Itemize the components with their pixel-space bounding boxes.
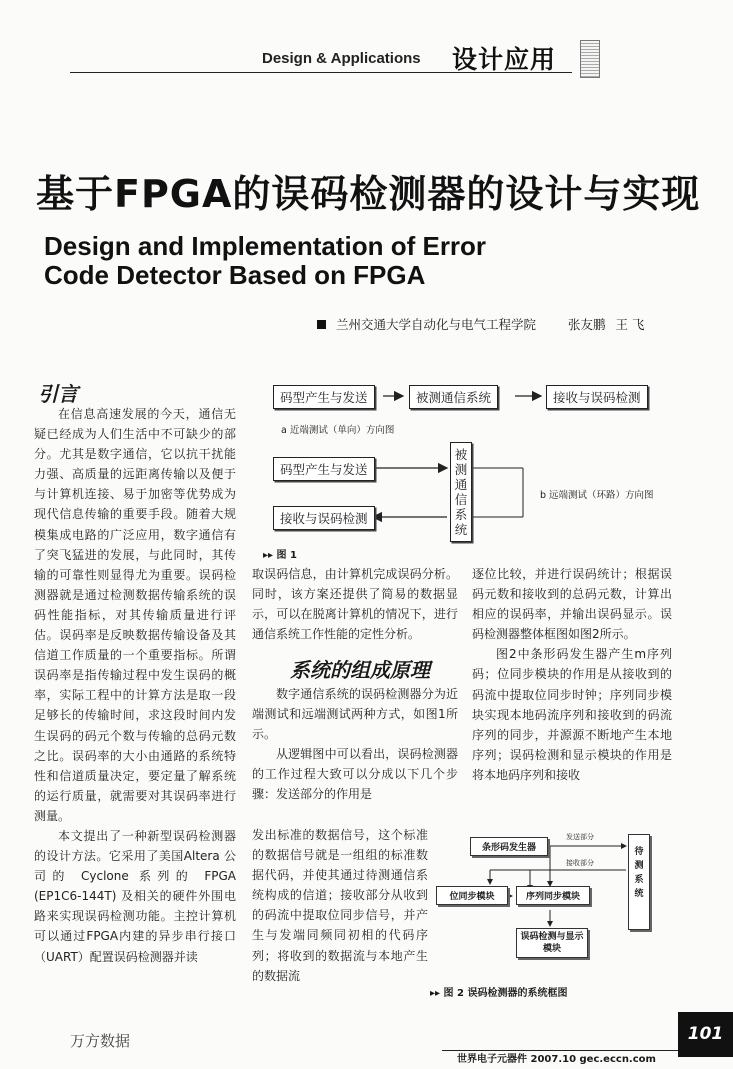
column-3: [472, 564, 672, 785]
author: 张友鹏: [568, 317, 606, 332]
section-heading-intro: 引言: [38, 382, 78, 406]
title-english: [44, 232, 486, 290]
paragraph: 图2中条形码发生器产生m序列码；位同步模块的作用是从接收到的码流中提取位同步时钟；序列同步模块实现本地码流序列和接收到的码流序列的同步，并源源不断地产生本地序列；误码检测和显示模块的作用是将本地码序列和接收: [472, 647, 672, 782]
journal-footer: 世界电子元器件 2007.10 gec.eccn.com: [457, 1054, 656, 1065]
column-1: [34, 404, 236, 967]
fig2-bitsync-box: 位同步模块: [436, 886, 508, 905]
fig2-detect-box: 误码检测与显示模块: [516, 928, 588, 958]
fig1b-recv-box: 接收与误码检测: [273, 506, 375, 530]
fig2-channel-box: 待测系统: [628, 834, 650, 930]
figure-1: [265, 380, 660, 560]
column-2-bottom: [252, 825, 428, 986]
fig2-recv-label: 接收部分: [566, 859, 594, 867]
figure-2-caption: ▸▸ 图 2 误码检测器的系统框图: [430, 988, 568, 999]
header-rule: [70, 72, 572, 73]
fig1b-channel-box: 被测通信系统: [450, 442, 472, 542]
paragraph: 本文提出了一种新型误码检测器的设计方法。它采用了美国Altera 公司的 Cyclone 系列的 FPGA (EP1C6-144T) 及相关的硬件外围电路来实现误码检测功能。主控计算机可以通过FPGA内建的异步串行接口（UART）配置误码检测器并读: [34, 828, 236, 964]
figure-1-label: ▸▸ 图 1: [263, 550, 297, 561]
fig1a-caption: a 近端测试（单向）方向图: [281, 425, 395, 436]
title-english-line1: Design and Implementation of Error: [44, 231, 487, 261]
paragraph: 在信息高速发展的今天，通信无疑已经成为人们生活中不可缺少的部分。尤其是数字通信，它以抗干扰能力强、高质量的远距离传输以及便于与计算机连接、易于加密等优势成为现代信息传输的重要手段。随着大规模集成电路的广泛应用，数字通信有了突飞猛进的发展，与此同时，其传输的可靠性则显得尤为重要。误码检测器就是通过检测数据传输系统的误码性能指标，对其传输质量进行评估。误码率是反映数据传输设备及其信道工作质量的一个重要指标。所谓误码率是指传输过程中发生误码的概率，实际工程中的计算方法是取一段足够长的传输时间，求这段时间内发生误码的码元个数与传输的总码元数之比。误码率的大小由通路的系统特性和信道质量决定，要定量了解系统的运行质量，就需要对其误码率进行测量。: [34, 407, 236, 823]
column-2-middle: [252, 684, 458, 805]
fig1a-send-box: 码型产生与发送: [273, 385, 375, 409]
fig1b-caption: b 远端测试（环路）方向图: [540, 490, 654, 501]
fig2-generator-box: 条形码发生器: [470, 837, 548, 856]
title-english-line2: Code Detector Based on FPGA: [44, 260, 426, 290]
fig1a-recv-box: 接收与误码检测: [546, 385, 648, 409]
header-decoration: [580, 40, 600, 78]
author: 王 飞: [615, 317, 645, 332]
byline: [317, 315, 645, 333]
paragraph: 从逻辑图中可以看出，误码检测器的工作过程大致可以分成以下几个步骤：发送部分的作用是: [252, 747, 458, 802]
header-section-cn: 设计应用: [452, 45, 557, 74]
figure-2: [430, 830, 665, 1000]
fig1a-channel-box: 被测通信系统: [409, 385, 498, 409]
paragraph: 取误码信息，由计算机完成误码分析。同时，该方案还提供了简易的数据显示，可以在脱离计算机的情况下，进行通信系统工作性能的定性分析。: [252, 567, 458, 642]
paragraph: 数字通信系统的误码检测器分为近端测试和远端测试两种方式，如图1所示。: [252, 687, 458, 742]
affiliation: 兰州交通大学自动化与电气工程学院: [336, 317, 537, 332]
bullet-square-icon: [317, 320, 326, 329]
fig2-send-label: 发送部分: [566, 833, 594, 841]
paragraph: 发出标准的数据信号，这个标准的数据信号就是一组组的标准数据代码，并使其通过待测通信系统构成的信道；接收部分从收到的码流中提取位同步信号，并产生与发端同频同初相的代码序列；将收到的数据流与本地产生的数据流: [252, 828, 428, 983]
page-number: 101: [678, 1012, 733, 1057]
header-section-en: Design & Applications: [262, 50, 421, 67]
paragraph: 逐位比较，并进行误码统计；根据误码元数和接收到的总码元数，计算出相应的误码率，并输出误码显示。误码检测器整体框图如图2所示。: [472, 567, 672, 642]
fig1b-send-box: 码型产生与发送: [273, 457, 375, 481]
section-heading-system: 系统的组成原理: [290, 658, 430, 682]
authors: [568, 317, 645, 332]
fig2-seqsync-box: 序列同步模块: [516, 886, 590, 905]
title-chinese: 基于FPGA的误码检测器的设计与实现: [36, 172, 701, 216]
source-watermark: 万方数据: [70, 1032, 131, 1050]
column-2-top: [252, 564, 458, 644]
